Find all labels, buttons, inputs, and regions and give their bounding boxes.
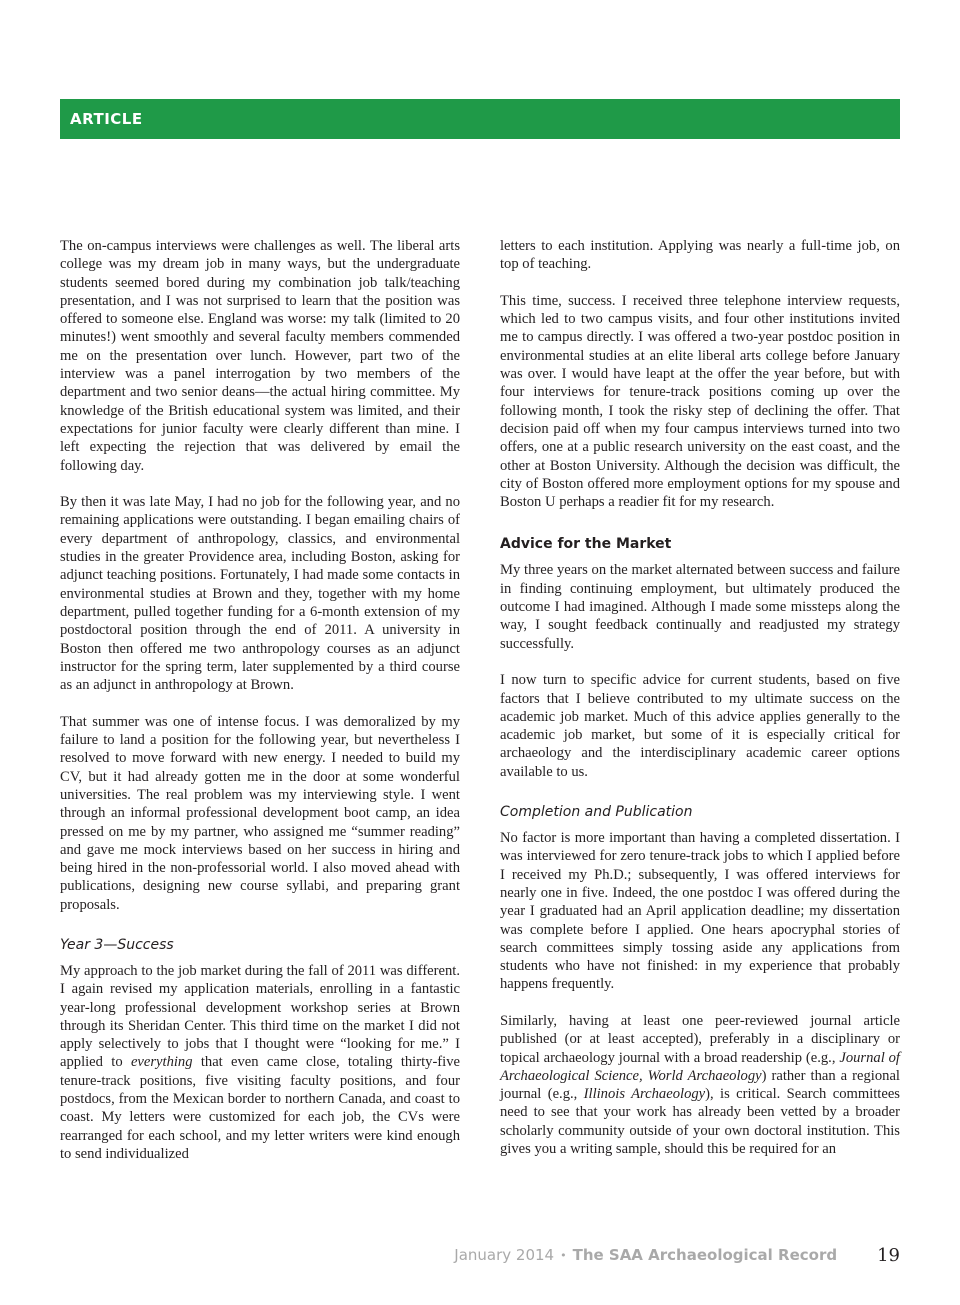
paragraph: This time, success. I received three telephone interview requests, which led to two campus visits, and four other institutions invited me to campus directly. I was offered a two-year postdoc position in environmental studies at an elite liberal arts college before January was over. I would have leapt at the offer the year before, but with four interviews for tenure-track positions coming up over the following month, I took the risky step of declining the offer. That decision paid off when my four campus interviews turned into two offers, one at a public research university on the east coast, and the other at Boston University. Although the decision was difficult, the city of Boston offered more employment options for my spouse and Boston U perhaps a readier fit for my research. — [500, 292, 900, 511]
paragraph: My approach to the job market during the fall of 2011 was different. I again revised my application materials, enrolling in a fantastic year-long professional development workshop series at Brown through its Sheridan Center. This third time on the market I did not apply selectively to jobs that I thought were “looking for me.” I applied to everything that even came close, totaling thirty-five tenure-track positions, five visiting faculty positions, and four postdocs, from the Mexican border to northern Canada, and coast to coast. My letters were customized for each job, the CVs were rearranged for each school, and my letter writers were kind enough to send individualized — [60, 962, 460, 1162]
page-number: 19 — [877, 1244, 900, 1266]
subheading-year-3: Year 3—Success — [60, 936, 174, 953]
publication-name: The SAA Archaeological Record — [572, 1246, 838, 1264]
section-label: ARTICLE — [70, 110, 143, 128]
paragraph: The on-campus interviews were challenges as well. The liberal arts college was my dream job in many ways, but the undergraduate students seemed bored during my combination job talk/teaching presentation, and I was not surprised to learn that the position was offered to someone else. England was worse: my talk (limited to 20 minutes!) went smoothly and several faculty members commended me on the presentation over lunch. However, part two of the interview was a panel interrogation by two members of the department and two senior deans—the actual hiring committee. My knowledge of the British educational system was limited, and their expectations for junior faculty were clearly different than mine. I left expecting the rejection that was delivered by email the following day. — [60, 238, 460, 474]
right-column — [500, 237, 900, 1177]
article-section-banner — [60, 99, 900, 139]
paragraph: My three years on the market alternated between success and failure in finding continuing employment, but ultimately produced the outcome I had imagined. Although I made some missteps along the way, I sought feedback continually and readjusted my strategy successfully. — [500, 562, 900, 652]
issue-date: January 2014 — [454, 1246, 555, 1264]
paragraph: letters to each institution. Applying was nearly a full-time job, on top of teaching. — [500, 238, 900, 273]
left-column — [60, 237, 460, 1182]
paragraph: Similarly, having at least one peer-reviewed journal article published (or at least accepted), preferably in a disciplinary or topical archaeology journal with a broad readership (e.g., Journal of Archaeological Science, World Archaeology) rather than a regional journal (e.g., Illinois Archaeology), is critical. Search committees need to see that your work has already been vetted by a broader scholarly community outside of your own doctoral institution. This gives you a writing sample, should this be required for an — [500, 1012, 900, 1158]
subheading-completion-publication: Completion and Publication — [500, 804, 693, 821]
heading-advice-for-the-market: Advice for the Market — [500, 536, 672, 553]
bullet-separator: • — [560, 1248, 567, 1262]
paragraph: I now turn to specific advice for current students, based on five factors that I believe contributed to my ultimate success on the academic job market. Much of this advice applies generally to the academic job market, but some of it is especially critical for archaeology and the interdisciplinary academic career options available to us. — [500, 672, 900, 780]
paragraph: No factor is more important than having a completed dissertation. I was interviewed for zero tenure-track jobs to which I applied before I received my Ph.D.; subsequently, I was offered interviews for nearly one in five. Indeed, the one postdoc I was offered during the year I graduated had an April application deadline; my dissertation was complete before I applied. One hears apocryphal stories of search committees simply tossing aside any applications from students who have not finished: in my experience that probably happens frequently. — [500, 830, 900, 993]
page-footer — [440, 1242, 900, 1268]
paragraph: By then it was late May, I had no job for the following year, and no remaining applications were outstanding. I began emailing chairs of every department of anthropology, classics, and environmental studies in the greater Providence area, including Boston, asking for adjunct teaching positions. Fortunately, I had made some contacts in environmental studies at Brown and they, together with my home department, pulled together funding for a 6-month extension of my postdoctoral position through the end of 2011. A university in Boston then offered me two anthropology courses as an adjunct instructor for the spring term, later supplemented by a third course as an adjunct in anthropology at Brown. — [60, 494, 460, 694]
paragraph: That summer was one of intense focus. I was demoralized by my failure to land a position for the following year, but nevertheless I resolved to move forward with new energy. I needed to build my CV, but it had already gotten me in the door at some wonderful universities. The real problem was my interviewing style. I went through an informal professional development boot camp, an idea pressed on me by my partner, who assigned me “summer reading” and gave me mock interviews based on her success in hiring and being hired in the non-professorial world. I also moved ahead with publications, designing new course syllabi, and preparing grant proposals. — [60, 713, 460, 913]
